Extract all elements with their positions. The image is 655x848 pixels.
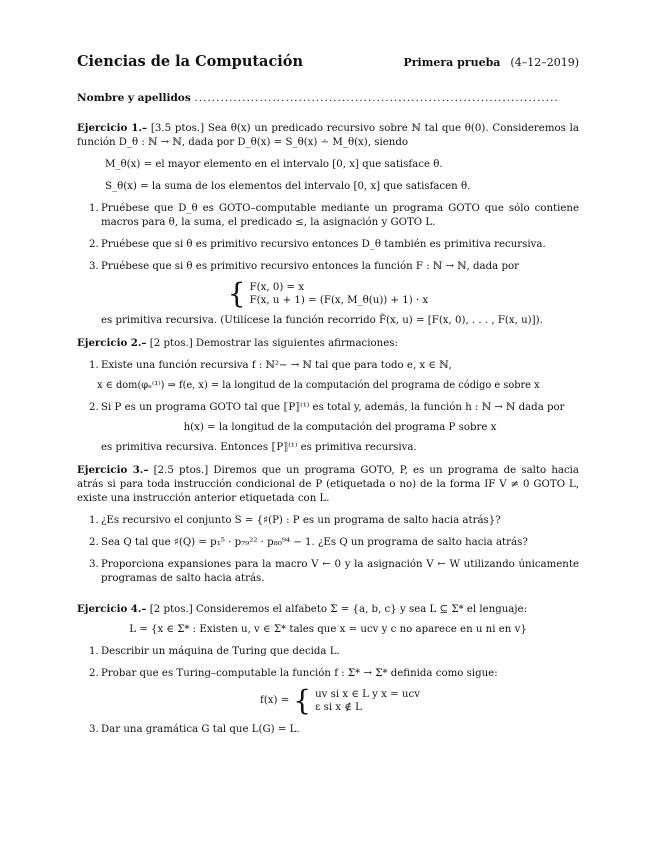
name-dots: .................................................................................... (194, 92, 559, 104)
formula-dom: x ∈ dom(φₑ⁽¹⁾) ⇒ f(e, x) = la longitud de la computación del programa de código e sobre x (97, 380, 540, 391)
exam-name: Primera prueba (403, 56, 501, 69)
name-label: Nombre y apellidos (77, 92, 191, 104)
exercise-2-intro: [2 ptos.] Demostrar las siguientes afirmaciones: (149, 338, 398, 349)
exercise-1 (77, 121, 579, 328)
course-title: Ciencias de la Computación (77, 53, 304, 70)
exercise-1-after: es primitiva recursiva. (Utilícese la función recorrido F̃(x, u) = [F(x, 0), . . . , F(x, u)]). (101, 315, 543, 326)
f-lhs: f(x) = (260, 695, 290, 706)
exercise-4-label: Ejercicio 4.– (77, 603, 147, 615)
exercise-4-intro: [2 ptos.] Consideremos el alfabeto Σ = {a, b, c} y sea L ⊆ Σ* el lenguaje: (149, 604, 528, 615)
exercise-3-items (77, 514, 579, 586)
list-item: 1. Describir un máquina de Turing que decida L. (89, 646, 340, 657)
list-item: 2. Pruébese que si θ es primitivo recursivo entonces D_θ también es primitiva recursiva. (89, 239, 546, 250)
name-line (77, 91, 579, 105)
list-item: 1. ¿Es recursivo el conjunto S = {♯(P) : P es un programa de salto hacia atrás}? (89, 515, 501, 526)
list-item: 1. Existe una función recursiva f : ℕ²− → ℕ tal que para todo e, x ∈ ℕ, x ∈ dom(φₑ⁽¹⁾) ⇒ f(e, x) = la longitud de la computación del programa de código e sobre x (77, 359, 579, 393)
definition-m: M_θ(x) = el mayor elemento en el intervalo [0, x] que satisface θ. (105, 159, 443, 170)
exercise-2-after: es primitiva recursiva. Entonces ⟦P⟧⁽¹⁾ es primitiva recursiva. (101, 442, 417, 453)
exam-page (77, 55, 579, 737)
case-1: F(x, 0) = x (249, 282, 305, 293)
exercise-3-intro: [2.5 ptos.] Diremos que un programa GOTO, P, es un programa de salto hacia atrás si para toda instrucción condicional de P (etiquetada o no) de la forma IF V ≠ 0 GOTO L, existe una instrucción anterior etiquetada con L. (77, 465, 579, 504)
list-item: 2. Probar que es Turing–computable la función f : Σ* → Σ* definida como sigue: f(x) = { uv si x ∈ L y x = ucv ε si x ∉ L (77, 667, 579, 715)
left-brace: { (227, 277, 246, 310)
f-case-1: uv si x ∈ L y x = ucv (315, 689, 420, 700)
exercise-2-items (77, 359, 579, 455)
header (77, 55, 579, 70)
exam-date: (4–12–2019) (510, 56, 579, 69)
list-item: 3. Dar una gramática G tal que L(G) = L. (89, 724, 300, 735)
exercise-2-label: Ejercicio 2.– (77, 337, 147, 349)
case-2: F(x, u + 1) = (F(x, M_θ(u)) + 1) · x (249, 295, 429, 306)
exercise-3-label: Ejercicio 3.– (77, 464, 149, 476)
exercise-3 (77, 463, 579, 586)
list-item: 2. Si P es un programa GOTO tal que ⟦P⟧⁽¹⁾ es total y, además, la función h : ℕ → ℕ dada por h(x) = la longitud de la computación del programa P sobre x es primitiva recursiva. Entonces ⟦P⟧⁽¹⁾ es primitiva recursiva. (77, 401, 579, 455)
formula-h: h(x) = la longitud de la computación del programa P sobre x (183, 422, 497, 433)
language-definition: L = {x ∈ Σ* : Existen u, v ∈ Σ* tales que x = ucv y c no aparece en u ni en v} (129, 624, 527, 635)
list-item: 1. Pruébese que D_θ es GOTO–computable mediante un programa GOTO que sólo contiene macros para θ, la suma, el predicado ≤, la asignación y GOTO L. (89, 203, 579, 228)
function-definition (101, 684, 579, 717)
f-case-2: ε si x ∉ L (315, 702, 362, 713)
list-item: 2. Sea Q tal que ♯(Q) = p₁⁵ · p₇₉²² · p₈₀⁹⁴ − 1. ¿Es Q un programa de salto hacia atrás? (89, 537, 528, 548)
left-brace: { (293, 684, 312, 717)
list-item: 3. Pruébese que si θ es primitivo recursivo entonces la función F : ℕ → ℕ, dada por (89, 261, 519, 272)
definition-s: S_θ(x) = la suma de los elementos del intervalo [0, x] que satisfacen θ. (105, 181, 471, 192)
exercise-1-items (77, 202, 579, 274)
exercise-1-intro: [3.5 ptos.] Sea θ(x) un predicado recursivo sobre ℕ tal que θ(0). Consideremos la función D_θ : ℕ → ℕ, dada por D_θ(x) = S_θ(x) ∸ M_θ(x), siendo (77, 123, 579, 148)
recursive-definition (77, 277, 579, 310)
exercise-2 (77, 336, 579, 455)
exercise-1-label: Ejercicio 1.– (77, 122, 148, 134)
list-item: 3. Proporciona expansiones para la macro V ← 0 y la asignación V ← W utilizando únicamente programas de salto hacia atrás. (89, 559, 579, 584)
exercise-4 (77, 602, 579, 737)
exercise-4-items (77, 645, 579, 737)
